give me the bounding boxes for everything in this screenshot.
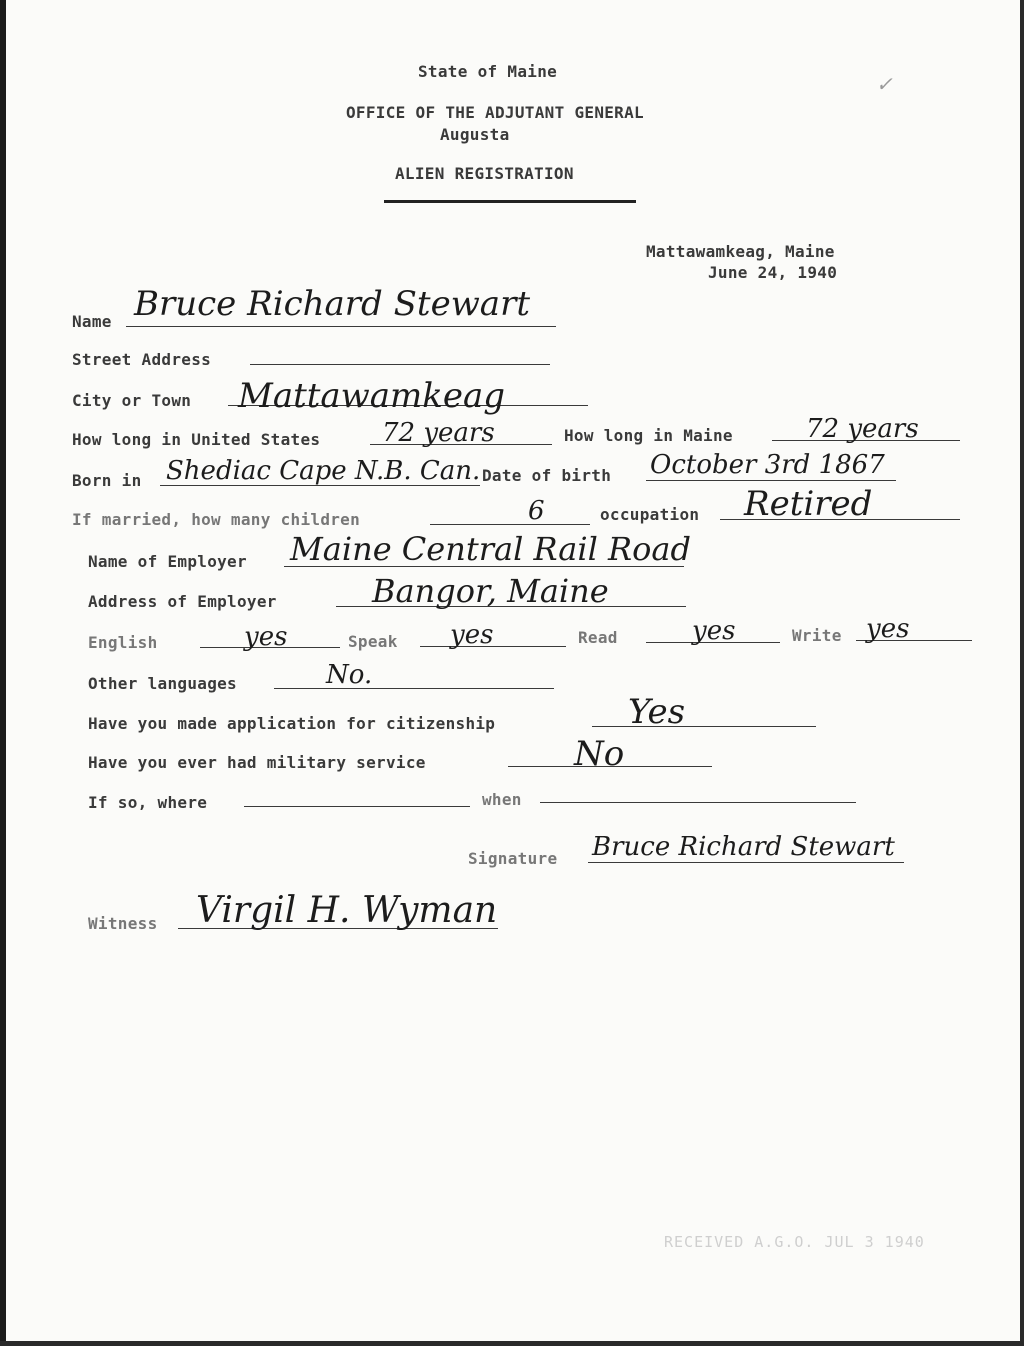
form-title: ALIEN REGISTRATION: [395, 164, 574, 183]
occupation-label: occupation: [600, 505, 700, 524]
witness-answer: Virgil H. Wyman: [196, 890, 498, 931]
when-line: [540, 802, 856, 803]
speak-label: Speak: [348, 632, 398, 651]
children-label: If married, how many children: [72, 510, 361, 529]
military-answer: No: [574, 734, 625, 774]
english-label: English: [88, 633, 158, 652]
employer-label: Name of Employer: [88, 552, 247, 571]
read-label: Read: [578, 628, 618, 647]
other-languages-label: Other languages: [88, 674, 237, 693]
other-languages-answer: No.: [326, 660, 373, 690]
name-label: Name: [72, 312, 112, 331]
years-maine-answer: 72 years: [806, 414, 919, 444]
city-answer: Mattawamkeag: [238, 376, 506, 416]
write-answer: yes: [866, 614, 910, 644]
other-languages-line: [274, 688, 554, 689]
title-rule: [384, 200, 636, 203]
scan-edge-left: [0, 0, 6, 1346]
name-answer: Bruce Richard Stewart: [134, 284, 530, 324]
speak-answer: yes: [450, 620, 494, 650]
scan-edge-bottom: [0, 1341, 1024, 1346]
years-us-answer: 72 years: [382, 418, 495, 448]
citizenship-label: Have you made application for citizenship: [88, 714, 496, 733]
occupation-answer: Retired: [744, 484, 873, 524]
city-heading: Augusta: [440, 125, 510, 144]
name-line: [126, 326, 556, 327]
date-text: June 24, 1940: [708, 263, 838, 282]
read-answer: yes: [692, 616, 736, 646]
where-line: [244, 806, 470, 807]
citizenship-line: [592, 726, 816, 727]
years-maine-label: How long in Maine: [564, 426, 733, 445]
children-answer: 6: [528, 496, 545, 526]
born-answer: Shediac Cape N.B. Can.: [166, 456, 481, 486]
state-heading: State of Maine: [418, 62, 558, 81]
write-label: Write: [792, 626, 842, 645]
where-label: If so, where: [88, 793, 208, 812]
signature-line: [588, 862, 904, 863]
when-label: when: [482, 790, 522, 809]
dob-label: Date of birth: [482, 466, 612, 485]
signature-label: Signature: [468, 849, 558, 868]
office-heading: OFFICE OF THE ADJUTANT GENERAL: [346, 103, 644, 122]
place-text: Mattawamkeag, Maine: [646, 242, 835, 261]
scan-edge-right: [1020, 0, 1024, 1346]
street-line: [250, 364, 550, 365]
children-line: [430, 524, 590, 525]
received-stamp: RECEIVED A.G.O. JUL 3 1940: [664, 1233, 925, 1251]
street-label: Street Address: [72, 350, 212, 369]
witness-label: Witness: [88, 914, 158, 933]
signature-answer: Bruce Richard Stewart: [592, 832, 895, 862]
city-label: City or Town: [72, 391, 192, 410]
dob-answer: October 3rd 1867: [650, 450, 885, 480]
employer-answer: Maine Central Rail Road: [290, 530, 691, 568]
born-label: Born in: [72, 471, 142, 490]
years-us-label: How long in United States: [72, 430, 321, 449]
military-label: Have you ever had military service: [88, 753, 426, 772]
check-mark: ✓: [876, 72, 893, 96]
english-answer: yes: [244, 622, 288, 652]
employer-address-answer: Bangor, Maine: [372, 572, 609, 610]
citizenship-answer: Yes: [628, 692, 686, 732]
employer-address-label: Address of Employer: [88, 592, 277, 611]
dob-line: [646, 480, 896, 481]
